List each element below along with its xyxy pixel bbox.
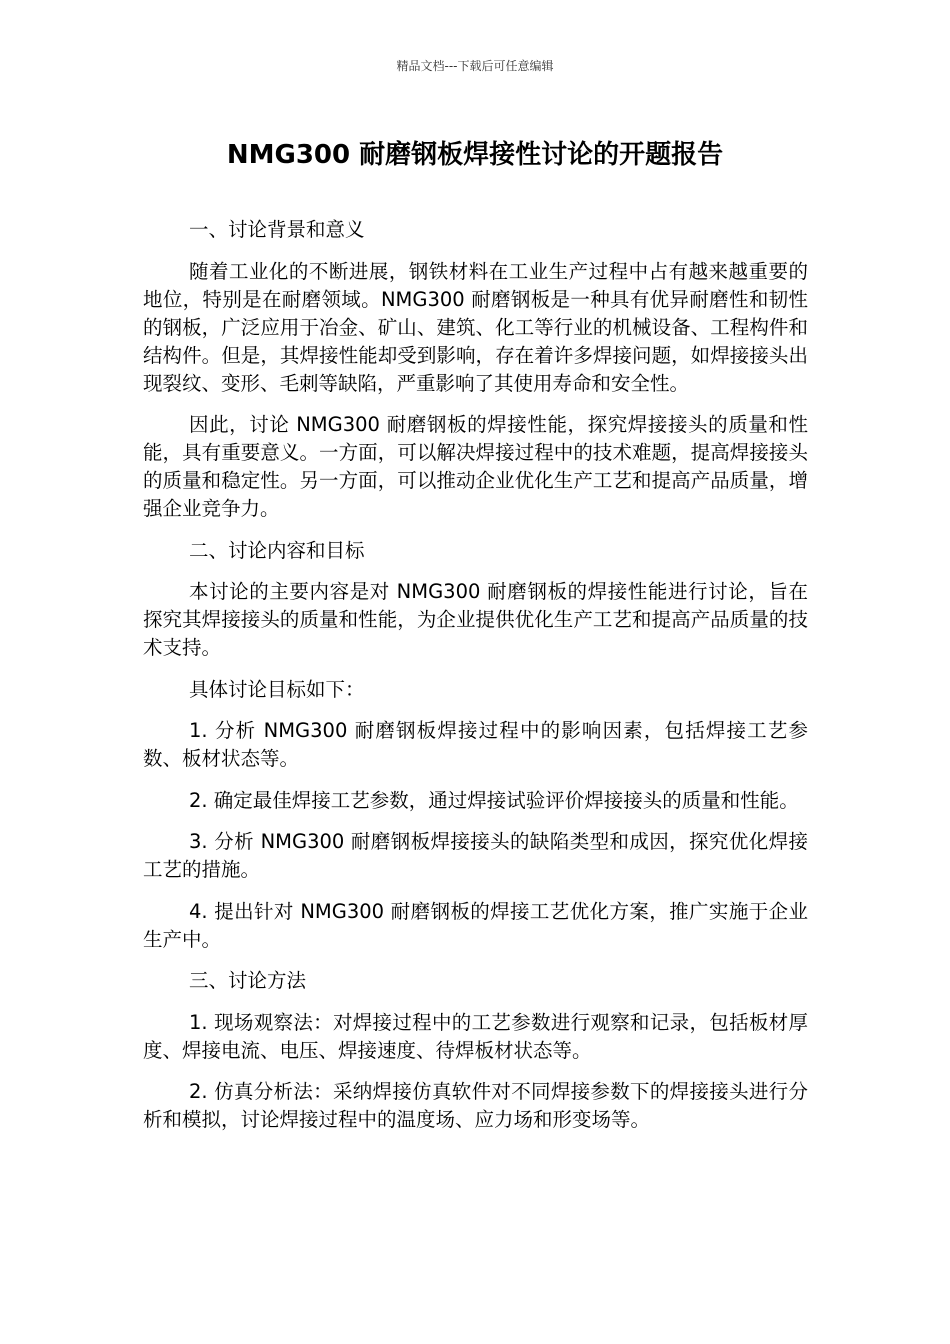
goal-item: 1. 分析 NMG300 耐磨钢板焊接过程中的影响因素，包括焊接工艺参数、板材状态等。 (143, 719, 808, 770)
section-heading-content-goals: 二、讨论内容和目标 (189, 538, 365, 562)
goal-item: 2. 确定最佳焊接工艺参数，通过焊接试验评价焊接接头的质量和性能。 (189, 788, 799, 812)
section-heading-methods: 三、讨论方法 (189, 969, 307, 992)
paragraph-background: 随着工业化的不断进展，钢铁材料在工业生产过程中占有越来越重要的地位，特别是在耐磨领域。NMG300 耐磨钢板是一种具有优异耐磨性和韧性的钢板，广泛应用于冶金、矿山、建筑、化工等行业的机械设备、工程构件和结构件。但是，其焊接性能却受到影响，存在着许多焊接问题，如焊接接头出现裂纹、变形、毛刺等缺陷，严重影响了其使用寿命和安全性。 (143, 259, 808, 395)
section-heading-background: 一、讨论背景和意义 (189, 218, 365, 241)
header-note: 精品文档---下载后可任意编辑 (396, 59, 554, 73)
paragraph-goals-intro: 具体讨论目标如下： (189, 677, 365, 701)
goal-item: 3. 分析 NMG300 耐磨钢板焊接接头的缺陷类型和成因，探究优化焊接工艺的措施。 (143, 830, 808, 881)
document-title: NMG300 耐磨钢板焊接性讨论的开题报告 (226, 140, 724, 170)
goal-item: 4. 提出针对 NMG300 耐磨钢板的焊接工艺优化方案，推广实施于企业生产中。 (143, 899, 808, 951)
paragraph-significance: 因此，讨论 NMG300 耐磨钢板的焊接性能，探究焊接接头的质量和性能，具有重要意义。一方面，可以解决焊接过程中的技术难题，提高焊接接头的质量和稳定性。另一方面，可以推动企业优化生产工艺和提高产品质量，增强企业竞争力。 (143, 413, 808, 520)
paragraph-main-content: 本讨论的主要内容是对 NMG300 耐磨钢板的焊接性能进行讨论，旨在探究其焊接接头的质量和性能，为企业提供优化生产工艺和提高产品质量的技术支持。 (143, 580, 808, 659)
method-item: 1. 现场观察法：对焊接过程中的工艺参数进行观察和记录，包括板材厚度、焊接电流、电压、焊接速度、待焊板材状态等。 (143, 1010, 808, 1062)
method-item: 2. 仿真分析法：采纳焊接仿真软件对不同焊接参数下的焊接接头进行分析和模拟，讨论焊接过程中的温度场、应力场和形变场等。 (143, 1080, 808, 1131)
document-body (143, 216, 808, 1148)
